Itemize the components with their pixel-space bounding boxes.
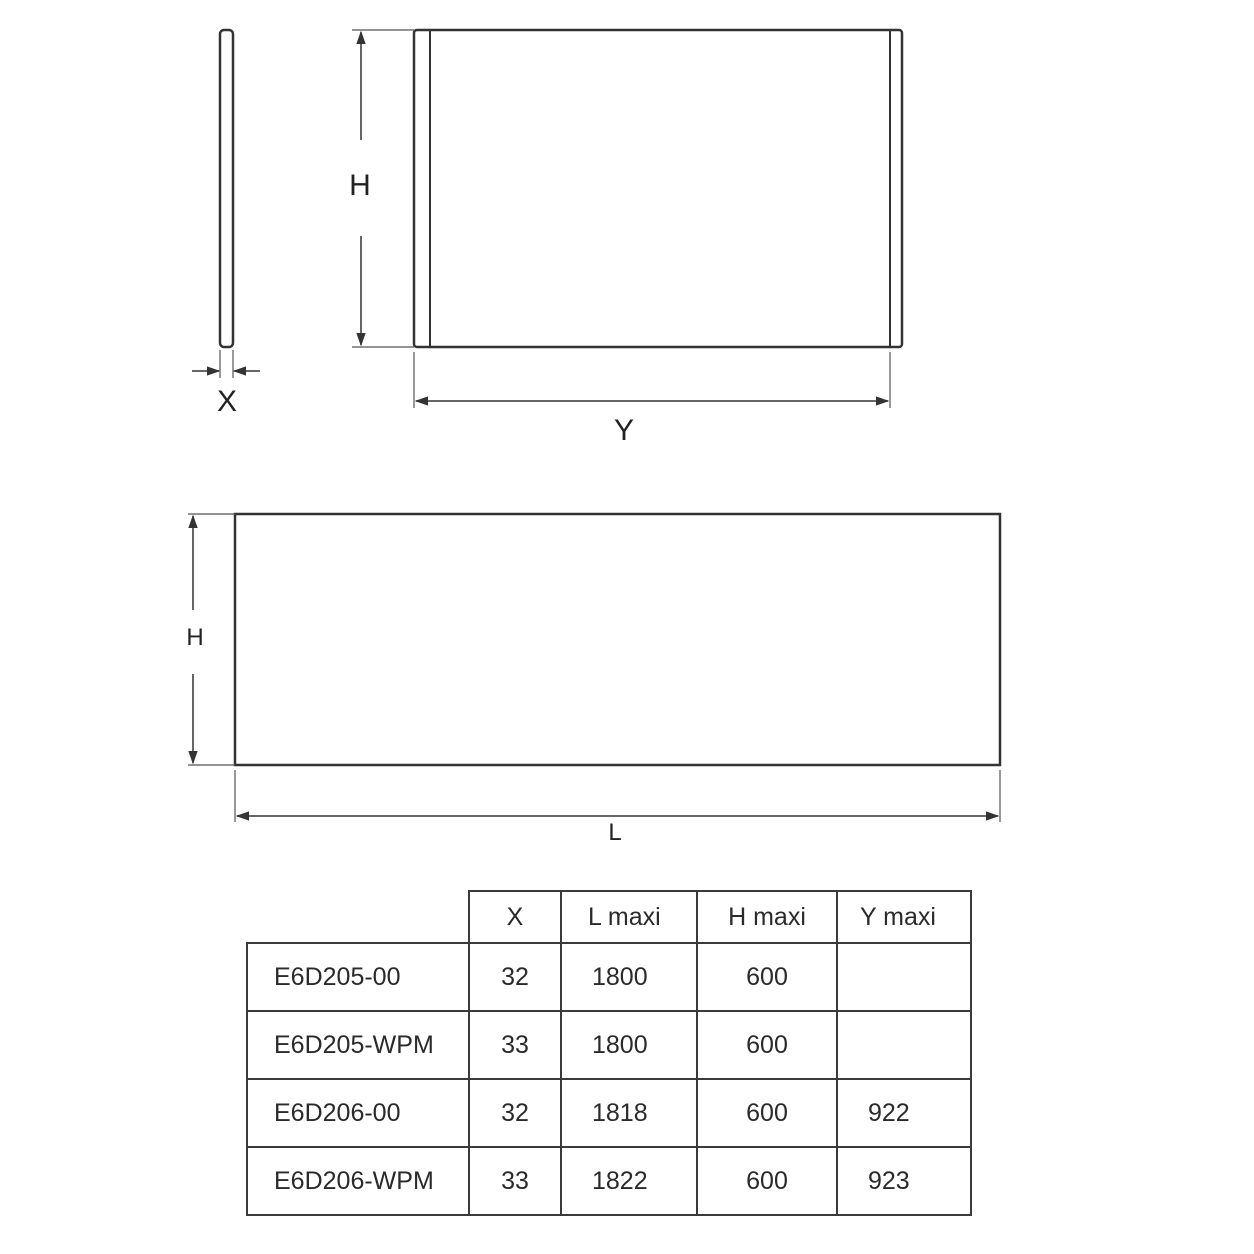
table-header-row bbox=[247, 891, 971, 943]
front-panel-outline bbox=[235, 514, 1000, 765]
h-dimension-label: H bbox=[349, 169, 371, 202]
cell-h-maxi: 600 bbox=[697, 1147, 837, 1215]
cell-h-maxi: 600 bbox=[697, 1079, 837, 1147]
cell-x: 33 bbox=[469, 1147, 561, 1215]
cell-x: 32 bbox=[469, 943, 561, 1011]
end-panel-view bbox=[349, 30, 902, 447]
cell-l-maxi: 1818 bbox=[561, 1079, 697, 1147]
table-row bbox=[247, 1079, 971, 1147]
table-row bbox=[247, 943, 971, 1011]
y-dimension-label: Y bbox=[613, 414, 635, 447]
cell-x: 33 bbox=[469, 1011, 561, 1079]
header-h-maxi: H maxi bbox=[697, 891, 837, 943]
cell-y-maxi bbox=[837, 943, 971, 1011]
cell-h-maxi: 600 bbox=[697, 943, 837, 1011]
header-x: X bbox=[469, 891, 561, 943]
cell-y-maxi bbox=[837, 1011, 971, 1079]
l-dimension-label: L bbox=[608, 819, 622, 846]
side-profile-view bbox=[192, 30, 260, 418]
table-row bbox=[247, 1147, 971, 1215]
table-corner-cell bbox=[247, 891, 469, 943]
cell-l-maxi: 1800 bbox=[561, 1011, 697, 1079]
cell-x: 32 bbox=[469, 1079, 561, 1147]
row-reference: E6D205-WPM bbox=[247, 1011, 469, 1079]
row-reference: E6D206-WPM bbox=[247, 1147, 469, 1215]
row-reference: E6D206-00 bbox=[247, 1079, 469, 1147]
table-row bbox=[247, 1011, 971, 1079]
end-panel-outline bbox=[414, 30, 902, 347]
cell-l-maxi: 1822 bbox=[561, 1147, 697, 1215]
dimensions-table bbox=[246, 890, 972, 1216]
header-y-maxi: Y maxi bbox=[837, 891, 971, 943]
side-panel-shape bbox=[220, 30, 233, 347]
front-panel-view bbox=[186, 514, 1000, 846]
row-reference: E6D205-00 bbox=[247, 943, 469, 1011]
cell-y-maxi: 923 bbox=[837, 1147, 971, 1215]
x-dimension-label: X bbox=[216, 385, 238, 418]
cell-l-maxi: 1800 bbox=[561, 943, 697, 1011]
cell-h-maxi: 600 bbox=[697, 1011, 837, 1079]
front-h-dimension-label: H bbox=[186, 624, 204, 651]
cell-y-maxi: 922 bbox=[837, 1079, 971, 1147]
header-l-maxi: L maxi bbox=[561, 891, 697, 943]
